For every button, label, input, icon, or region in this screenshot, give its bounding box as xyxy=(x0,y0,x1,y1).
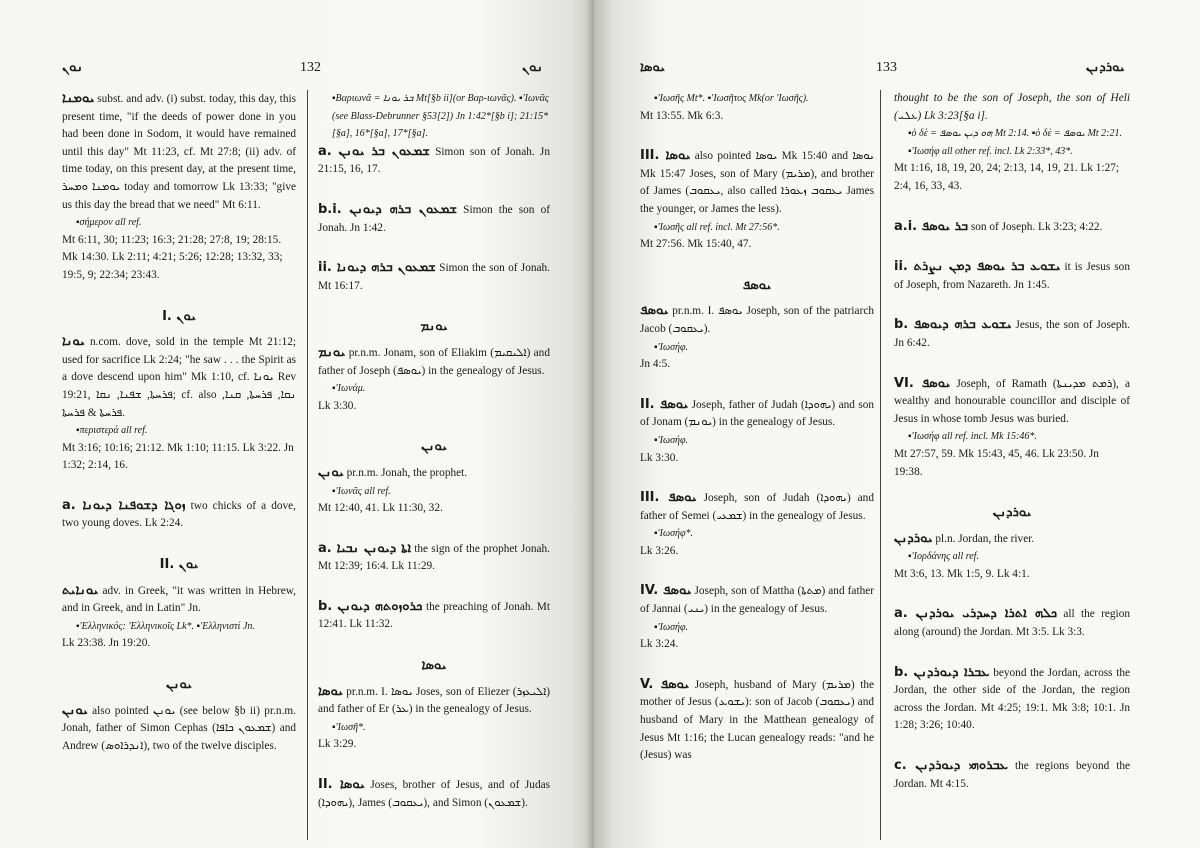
greek-reference: ▪'Ελληνικός: 'Ελληνικοῖς Lk*. ▪'Ελληνιστί Jn. xyxy=(76,620,255,632)
entry-definition: n.com. dove, sold in the temple Mt 21:12; used for sacrifice Lk 2:24; "he saw . . . the Spirit as a dove descend upon him" Mk 1:10, cf. ܝܘܢܐ Rev 19:21, ܦܪܚܬܐ, ܫܦܢܐ, ܢܩܐ; cf. also ܢܩܐ, ܦܪܚܬܐ, ܩܢܐ, ܦܪܚܬܐ & ܦܪܚܬܐ. xyxy=(62,336,296,419)
entry-spacer xyxy=(894,236,1130,258)
entry-spacer xyxy=(894,481,1130,503)
entry-definition: pr.n.m. Jonah, the prophet. xyxy=(346,466,468,479)
entry-spacer xyxy=(62,653,296,675)
entry-headword: ii. ܝܫܘܥ ܒܪ ܝܘܣܦ ܕܡܢ ܢܨܪܬ xyxy=(894,259,1061,275)
entry-definition: beyond the Jordan, across the Jordan, the other side of the Jordan, the region across the Jordan. Mt 4:25; 19:1. Mk 3:8; 10:1. Jn 1:28; 3:26; 10:40. xyxy=(894,666,1130,732)
greek-reference: ▪'Ιωσῆς Mt*. ▪'Ιωσῆτος Mk(or 'Ιωσῆς). xyxy=(654,93,809,104)
running-head-right: ܝܘܪܕܢܢ xyxy=(1086,60,1125,75)
scripture-citations: Jn 4:5. xyxy=(640,358,671,371)
scripture-citations: Mt 13:55. Mk 6:3. xyxy=(640,109,724,122)
entry-definition: also pointed ܝܘܣܐ Mk 15:40 and ܝܘܣܐ Mk 15:47 Joses, son of Mary (ܡܪܝܡ), and brother of James (ܝܥܩܘܒ, also called ܝܥܩܘܒ ܙܥܘܪܐ James the younger, or James the less). xyxy=(640,150,874,215)
column-divider xyxy=(880,90,881,840)
entry-definition: also pointed ܝܘܢܢ (see below §b ii) pr.n.m. Jonah, father of Simon Cephas (ܫܡܥܘܢ ܟܐܦܐ) and Andrew (ܐܢܕܪܐܘܣ), two of the twelve disciples. xyxy=(62,704,296,752)
entry-definition: adv. in Greek, "it was written in Hebrew, and in Greek, and in Latin" Jn. xyxy=(62,584,296,615)
scripture-citations: Mt 1:16, 18, 19, 20, 24; 2:13, 14, 19, 21. Lk 1:27; 2:4, 16, 33, 43. xyxy=(894,162,1119,192)
entry-headword: ܝܘܪܕܢܢ xyxy=(894,530,933,546)
entry-definition: Joseph, son of Judah (ܝܗܘܕܐ) and father of Semei (ܫܡܥܝ) in the genealogy of Jesus. xyxy=(640,492,874,522)
entry-headword: a. ܫܡܥܘܢ ܒܪ ܝܘܢܢ xyxy=(318,143,430,159)
entry-spacer xyxy=(640,560,874,582)
lemma-root-heading xyxy=(62,307,296,326)
entry-spacer xyxy=(640,467,874,489)
entry-spacer xyxy=(318,576,550,598)
lemma-root-heading xyxy=(318,437,550,456)
lemma-root-heading xyxy=(894,503,1130,522)
entry-spacer xyxy=(62,533,296,555)
entry-headword: ܝܘܡܢܐ xyxy=(62,91,95,106)
entry-spacer xyxy=(640,254,874,276)
root-heading-text: ܝܘܣܐ xyxy=(421,658,447,674)
entry-headword: II. ܝܘܣܐ xyxy=(318,777,365,793)
greek-reference: ▪'Ιωσῆς all ref. incl. Mt 27:56*. xyxy=(654,221,780,233)
entry-spacer xyxy=(318,295,550,317)
entry-headword: a.i. ܒܪ ܝܘܣܦ xyxy=(894,218,969,234)
lemma-root-heading xyxy=(318,656,550,675)
entry-headword: III. ܝܘܣܐ xyxy=(640,148,691,164)
running-head-left: ܝܘܣܐ xyxy=(640,60,665,75)
entry-headword: b. ܟܪܘܙܘܬܗ ܕܝܘܢܢ xyxy=(318,598,423,614)
scripture-citations: Mt 6:11, 30; 11:23; 16:3; 21:28; 27:8, 19; 28:15. Mk 14:30. Lk 2:11; 4:21; 5:26; 12:28; 13:32, 33; 19:5, 9; 22:34; 23:43. xyxy=(62,233,283,281)
root-heading-text: II. ܝܘܢ xyxy=(159,557,199,573)
entry-headword: ܝܘܢܡ xyxy=(318,344,346,360)
entry-spacer xyxy=(894,196,1130,218)
scripture-citations: Mt 27:57, 59. Mk 15:43, 45, 46. Lk 23:50. Jn 19:38. xyxy=(894,447,1099,478)
dictionary-entry xyxy=(62,333,296,422)
greek-reference: ▪ὁ δὲ = ܗܘ ܕܝܢ ܝܘܣܦ Mt 2:14. ▪ὁ δὲ = ܝܘܣܦ Mt 2:21. ▪'Ιωσήφ all other ref. incl. Lk 2:33*, 43*. xyxy=(908,128,1123,157)
scripture-citations: Mt 3:6, 13. Mk 1:5, 9. Lk 4:1. xyxy=(894,567,1030,580)
dictionary-entry xyxy=(318,259,550,295)
entry-definition: Joseph, of Ramath (ܪܡܬ ܡܕܝܢܬܐ), a wealthy and honourable councillor and disciple of Jesus in whose tomb Jesus was buried. xyxy=(894,377,1130,425)
greek-reference: ▪'Ιορδάνης all ref. xyxy=(908,551,979,563)
greek-reference: ▪'Ιωσήφ. xyxy=(654,434,688,446)
entry-spacer xyxy=(640,125,874,147)
scripture-citations: Mt 12:40, 41. Lk 11:30, 32. xyxy=(318,502,443,515)
entry-definition: Simon son of Jonah. Jn 21:15, 16, 17. xyxy=(318,145,550,176)
scripture-citations: Lk 3:29. xyxy=(318,738,357,751)
greek-reference: ▪'Ιωσήφ. xyxy=(654,341,688,353)
entry-headword: a. ܟܠܗ ܐܬܪܐ ܕܚܕܪܝ ܝܘܪܕܢܢ xyxy=(894,606,1058,622)
root-heading-text: ܝܘܢܢ xyxy=(166,677,192,693)
lemma-root-heading xyxy=(62,555,296,574)
entry-headword: III. ܝܘܣܦ xyxy=(640,490,697,506)
greek-reference: ▪σήμερον all ref. xyxy=(76,217,142,229)
greek-reference: ▪'Ιωσήφ. xyxy=(654,621,688,633)
scripture-citations: Mt 27:56. Mk 15:40, 47. xyxy=(640,238,752,251)
entry-spacer xyxy=(894,294,1130,316)
entry-spacer xyxy=(894,735,1130,757)
entry-spacer xyxy=(318,518,550,540)
scripture-citations: Lk 3:30. xyxy=(318,399,357,412)
scripture-citations: Lk 3:26. xyxy=(640,544,679,557)
entry-headword: IV. ܝܘܣܦ xyxy=(640,583,692,599)
root-heading-text: ܝܘܣܦ xyxy=(742,277,772,293)
entry-headword: ܝܘܢܐܝܬ xyxy=(62,582,99,598)
entry-definition: Jesus, the son of Joseph. Jn 6:42. xyxy=(894,319,1130,349)
entry-definition: Simon the son of Jonah. Mt 16:17. xyxy=(318,262,550,292)
continued-definition: thought to be the son of Joseph, the son of Heli (ܥܠܝ) Lk 3:23[§a i]. xyxy=(894,92,1130,122)
scripture-citations: Lk 3:30. xyxy=(640,451,679,464)
root-heading-text: ܝܘܪܕܢܢ xyxy=(992,505,1032,521)
entry-headword: a. ܙܘܓܐ ܕܫܘܦܢܐ ܕܝܘܢܐ xyxy=(62,497,186,513)
entry-headword: b. ܥܒܪܐ ܕܝܘܪܕܢܢ xyxy=(894,664,990,680)
dictionary-entry xyxy=(318,143,550,179)
entry-headword: ܝܘܢܢ xyxy=(62,702,88,718)
entry-headword: V. ܝܘܣܦ xyxy=(640,676,690,692)
entry-spacer xyxy=(62,475,296,497)
scripture-citations: Lk 3:24. xyxy=(640,638,679,651)
dictionary-entry xyxy=(318,776,550,812)
dictionary-entry xyxy=(62,702,296,756)
scripture-citations: Mt 3:16; 10:16; 21:12. Mk 1:10; 11:15. Lk 3:22. Jn 1:32; 2:14, 16. xyxy=(62,441,294,472)
entry-headword: ܝܘܣܐ xyxy=(318,683,343,699)
dictionary-entry xyxy=(62,497,296,533)
greek-reference: ▪'Ιωσῆ*. xyxy=(332,721,366,733)
dictionary-entry xyxy=(894,375,1130,429)
entry-headword: ܝܘܢܐ xyxy=(62,334,85,350)
left-page-column-1 xyxy=(62,90,296,842)
left-page-column-2 xyxy=(318,90,550,842)
entry-headword: II. ܝܘܣܦ xyxy=(640,396,689,412)
greek-reference: ▪'Ιωσήφ*. xyxy=(654,528,693,540)
dictionary-entry xyxy=(640,582,874,618)
dictionary-entry xyxy=(318,598,550,634)
dictionary-entry xyxy=(640,147,874,218)
entry-spacer xyxy=(318,179,550,201)
entry-spacer xyxy=(318,415,550,437)
entry-headword: a. ܐܬܐ ܕܝܘܢܢ ܢܒܝܐ xyxy=(318,540,412,556)
entry-definition: pr.n.m. I. ܝܘܣܦ Joseph, son of the patriarch Jacob (ܝܥܩܘܒ). xyxy=(640,305,874,335)
running-head-right: ܢܘܢ xyxy=(522,60,543,75)
entry-spacer xyxy=(318,237,550,259)
dictionary-entry xyxy=(318,201,550,237)
entry-spacer xyxy=(894,583,1130,605)
dictionary-entry xyxy=(894,757,1130,793)
entry-definition: the regions beyond the Jordan. Mt 4:15. xyxy=(894,760,1130,790)
dictionary-entry xyxy=(318,344,550,380)
dictionary-entry xyxy=(894,258,1130,294)
entry-headword: ܝܘܢܢ xyxy=(318,464,344,480)
entry-headword: ܝܘܣܦ xyxy=(640,303,669,319)
root-heading-text: ܝܘܢܢ xyxy=(421,439,447,455)
greek-reference: ▪περιστερά all ref. xyxy=(76,425,148,437)
dictionary-entry xyxy=(894,605,1130,641)
dictionary-entry xyxy=(640,396,874,432)
greek-reference: ▪'Ιωσήφ all ref. incl. Mk 15:46*. xyxy=(908,431,1037,443)
entry-definition: the preaching of Jonah. Mt 12:41. Lk 11:32. xyxy=(318,600,550,631)
left-page xyxy=(0,0,594,848)
entry-definition: it is Jesus son of Joseph, from Nazareth. Jn 1:45. xyxy=(894,261,1130,291)
dictionary-entry xyxy=(318,540,550,576)
entry-definition: two chicks of a dove, two young doves. Lk 2:24. xyxy=(62,499,296,530)
entry-definition: pr.n.m. Jonam, son of Eliakim (ܐܠܝܩܝܡ) and father of Joseph (ܝܘܣܦ) in the genealogy of Jesus. xyxy=(318,346,550,377)
entry-headword: ii. ܫܡܥܘܢ ܒܪܗ ܕܝܘܢܐ xyxy=(318,260,436,276)
lemma-root-heading xyxy=(640,276,874,295)
column-divider xyxy=(307,90,308,840)
entry-headword: VI. ܝܘܣܦ xyxy=(894,375,951,391)
entry-headword: b.i. ܫܡܥܘܢ ܒܪܗ ܕܝܘܢܢ xyxy=(318,201,458,217)
right-page-column-2 xyxy=(894,90,1130,842)
page-number: 132 xyxy=(300,60,321,75)
entry-spacer xyxy=(894,353,1130,375)
running-head-left: ܢܘܢ xyxy=(62,60,83,75)
greek-reference: ▪Βαριωνᾶ = ܒܪ ܝܘܢܐ Mt[§b ii](or Βαρ-ιωνᾶς). ▪'Ιωνᾶς (see Blass-Debrunner §53[2]) Jn 1:42*[§b i]; 21:15*[§a], 16*[§a], 17*[§a]. xyxy=(332,93,549,140)
entry-definition: all the region along (around) the Jordan. Mt 3:5. Lk 3:3. xyxy=(894,608,1130,639)
greek-reference: ▪'Ιωνάμ. xyxy=(332,383,366,395)
entry-spacer xyxy=(640,374,874,396)
entry-spacer xyxy=(640,654,874,676)
dictionary-entry xyxy=(640,489,874,525)
entry-spacer xyxy=(62,285,296,307)
entry-definition: subst. and adv. (i) subst. today, this day, this present time, "if the deeds of power done in you had been done in Sodom, it would have remained until this day" Mt 11:23, cf. Mt 27:8; (ii) adv. of time today, on this present day, at the present time, ܝܘܡܢܐ ܘܡܚܪ today and tomorrow Lk 13:33; "give us this day the bread that we need" Mt 6:11. xyxy=(62,93,296,211)
entry-definition: Simon the son of Jonah. Jn 1:42. xyxy=(318,203,550,234)
entry-spacer xyxy=(318,754,550,776)
dictionary-entry xyxy=(318,683,550,719)
entry-definition: Joses, brother of Jesus, and of Judas (ܝܗܘܕܐ), James (ܝܥܩܘܒ), and Simon (ܫܡܥܘܢ). xyxy=(318,779,550,809)
entry-definition: Joseph, husband of Mary (ܡܪܝܡ) the mother of Jesus (ܝܫܘܥ): son of Jacob (ܝܥܩܘܒ) and husband of Mary in the Matthean genealogy of Jesus Mt 1:16; the Lucan genealogy reads: "and he (Jesus) was xyxy=(640,678,874,762)
lemma-root-heading xyxy=(62,675,296,694)
entry-definition: the sign of the prophet Jonah. Mt 12:39; 16:4. Lk 11:29. xyxy=(318,542,550,573)
dictionary-entry xyxy=(62,90,296,214)
right-page xyxy=(594,0,1200,848)
dictionary-entry xyxy=(894,218,1130,237)
page-number: 133 xyxy=(876,60,897,75)
dictionary-entry xyxy=(640,302,874,338)
dictionary-entry xyxy=(318,464,550,483)
entry-definition: son of Joseph. Lk 3:23; 4:22. xyxy=(970,220,1103,233)
entry-definition: Joseph, father of Judah (ܝܗܘܕܐ) and son of Jonam (ܝܘܢܡ) in the genealogy of Jesus. xyxy=(640,398,874,429)
dictionary-entry xyxy=(894,316,1130,352)
entry-headword: c. ܥܒܪܘܗܝ ܕܝܘܪܕܢܢ xyxy=(894,758,1009,774)
root-heading-text: I. ܝܘܢ xyxy=(162,308,196,324)
lemma-root-heading xyxy=(318,317,550,336)
greek-reference: ▪'Ιωνᾶς all ref. xyxy=(332,485,391,497)
entry-spacer xyxy=(318,634,550,656)
entry-definition: pr.n.m. I. ܝܘܣܐ Joses, son of Eliezer (ܐܠܝܥܙܪ) and father of Er (ܥܪ) in the genealogy of Jesus. xyxy=(318,685,550,716)
entry-definition: pl.n. Jordan, the river. xyxy=(935,532,1035,545)
entry-definition: Joseph, son of Mattha (ܡܬܬܐ) and father of Jannai (ܝܢܝ) in the genealogy of Jesus. xyxy=(640,585,874,616)
dictionary-entry xyxy=(894,664,1130,735)
dictionary-entry xyxy=(894,530,1130,549)
entry-headword: b. ܝܫܘܥ ܒܪܗ ܕܝܘܣܦ xyxy=(894,317,1012,333)
scripture-citations: Lk 23:38. Jn 19:20. xyxy=(62,637,151,650)
right-page-column-1 xyxy=(640,90,874,842)
entry-spacer xyxy=(894,642,1130,664)
dictionary-entry xyxy=(640,676,874,765)
root-heading-text: ܝܘܢܡ xyxy=(420,319,448,335)
dictionary-entry xyxy=(62,582,296,618)
